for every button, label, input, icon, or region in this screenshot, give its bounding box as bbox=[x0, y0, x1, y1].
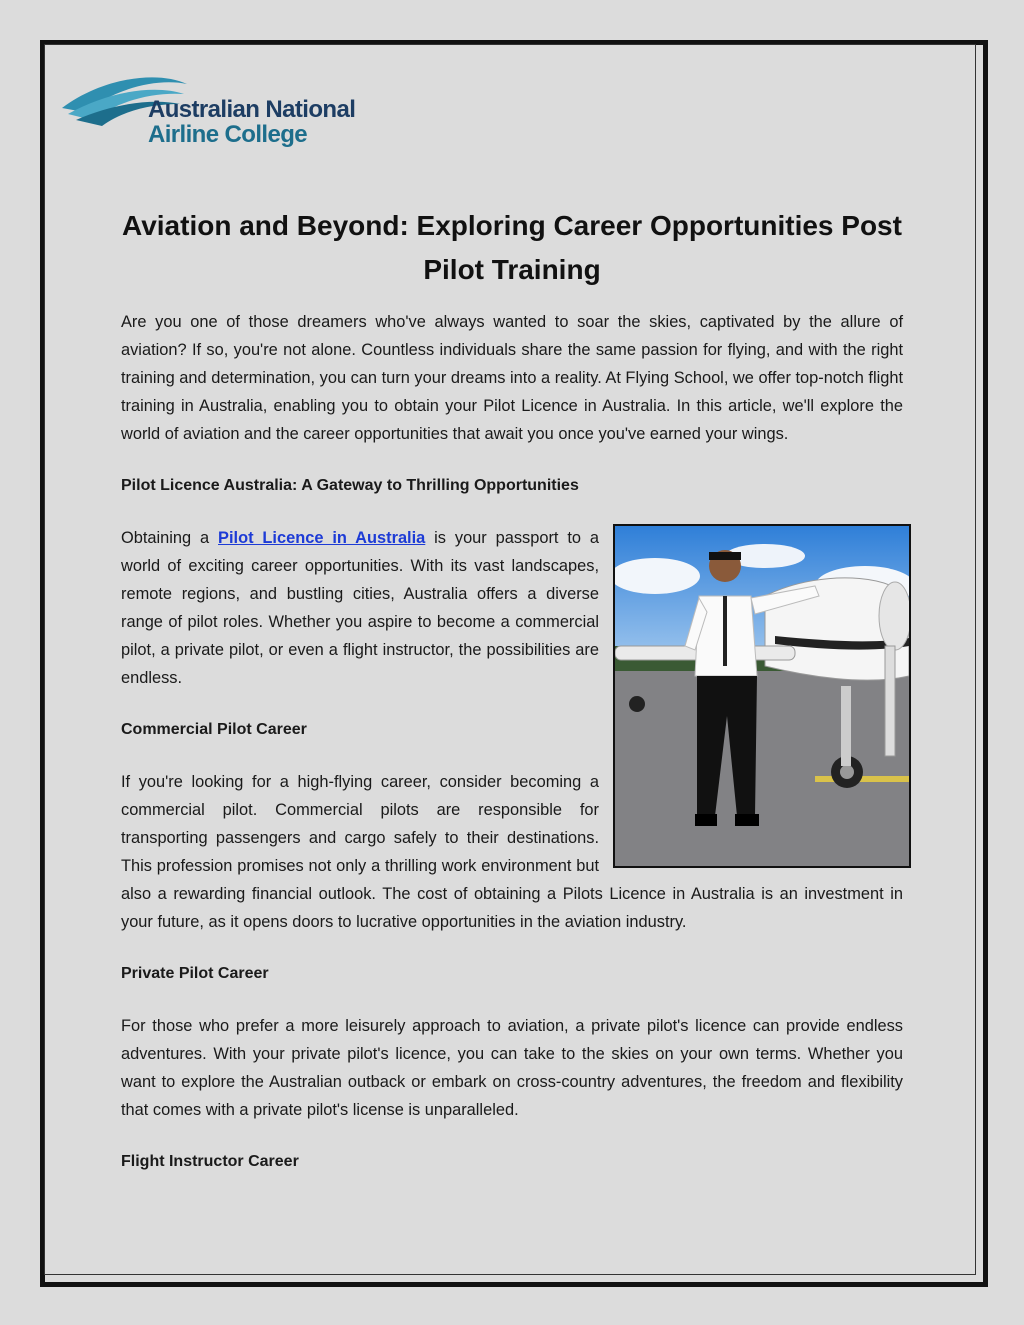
article-body bbox=[121, 308, 903, 1176]
pilot-with-aircraft-photo bbox=[613, 524, 911, 868]
logo-line-1: Australian National bbox=[148, 96, 356, 123]
section-heading-commercial: Commercial Pilot Career bbox=[121, 721, 307, 738]
college-logo bbox=[148, 98, 355, 148]
pilot-licence-text-after: is your passport to a world of exciting career opportunities. With its vast landscapes, remote regions, and bustling cities, Australia offers a diverse range of pilot roles. Whether you aspire to become a commercial pilot, a private pilot, or even a flight instructor, the possibilities are endless. bbox=[121, 529, 600, 687]
logo-line-2: Airline College bbox=[148, 121, 308, 148]
commercial-paragraph: If you're looking for a high-flying career, consider becoming a commercial pilot. Commercial pilots are responsible for transporting passengers and cargo safely to their destinations. This profession promises not only a thrilling work environment but also a rewarding financial outlook. The cost of obtaining a Pilots Licence in Australia is an investment in your future, as it opens doors to lucrative opportunities in the aviation industry. bbox=[121, 773, 903, 931]
section-heading-private: Private Pilot Career bbox=[121, 965, 269, 982]
private-paragraph: For those who prefer a more leisurely approach to aviation, a private pilot's licence can provide endless adventures. With your private pilot's licence, you can take to the skies on your own terms. Whether you want to explore the Australian outback or embark on cross-country adventures, the freedom and flexibility that comes with a private pilot's license is unparalleled. bbox=[121, 1017, 903, 1119]
pilot-licence-link[interactable]: Pilot Licence in Australia bbox=[218, 529, 426, 547]
intro-paragraph: Are you one of those dreamers who've always wanted to soar the skies, captivated by the allure of aviation? If so, you're not alone. Countless individuals share the same passion for flying, and with the right training and determination, you can turn your dreams into a reality. At Flying School, we offer top-notch flight training in Australia, enabling you to obtain your Pilot Licence in Australia. In this article, we'll explore the world of aviation and the career opportunities that await you once you've earned your wings. bbox=[121, 313, 904, 443]
section-heading-pilot-licence: Pilot Licence Australia: A Gateway to Thrilling Opportunities bbox=[121, 477, 579, 494]
pilot-licence-text-before: Obtaining a bbox=[121, 529, 219, 547]
page-title: Aviation and Beyond: Exploring Career Opportunities Post Pilot Training bbox=[122, 210, 902, 285]
section-heading-instructor: Flight Instructor Career bbox=[121, 1153, 299, 1170]
